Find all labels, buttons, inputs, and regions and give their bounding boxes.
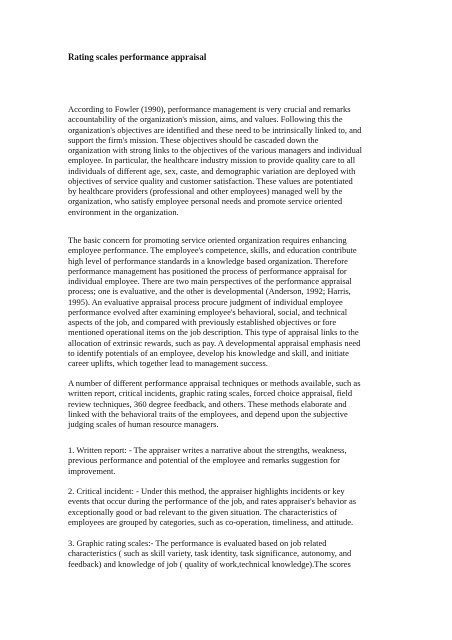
text-line: employees are grouped by categories, such as co-operation, timeliness, and attitude. xyxy=(68,516,354,527)
text-line: organization with strong links to the objectives of the various managers and individual xyxy=(68,145,362,155)
text-line: accountability of the organization's mission, aims, and values. Following this the xyxy=(68,114,343,125)
text-line: aspects of the job, and compared with previously established objectives or fore xyxy=(68,317,337,327)
text-line: A number of different performance appraisal techniques or methods available, such as xyxy=(68,378,361,388)
text-line: individual employee. There are two main perspectives of the performance appraisal xyxy=(68,276,352,286)
text-line: events that occur during the performance of the job, and rates appraiser's behavior as xyxy=(68,496,357,507)
text-line: to identify potentials of an employee, develop his knowledge and skill, and initiate xyxy=(68,347,349,358)
text-line: 1. Written report: - The appraiser writes a narrative about the strengths, weakness, xyxy=(68,445,347,455)
text-line: linked with the behavioral traits of the employees, and depend upon the subjective xyxy=(68,408,348,419)
text-line: feedback) and knowledge of job ( quality of work,technical knowledge).The scores xyxy=(68,558,351,569)
text-line: employee performance. The employee's competence, skills, and education contribute xyxy=(68,245,357,256)
text-line: objectives of service quality and customer satisfaction. These values are potentiated xyxy=(68,175,353,186)
text-line: judging scales of human resource managers. xyxy=(68,419,219,429)
text-line: mentioned operational items on the job description. This type of appraisal links to the xyxy=(68,327,359,338)
text-line: written report, critical incidents, graphic rating scales, forced choice appraisal, field xyxy=(68,388,353,399)
paragraph-written-report xyxy=(68,445,398,476)
text-line: characteristics ( such as skill variety, task identity, task significance, autonomy, and xyxy=(68,548,352,559)
text-line: 2. Critical incident: - Under this method, the appraiser highlights incidents or key xyxy=(68,486,345,496)
text-line: 1995). An evaluative appraisal process procure judgment of individual employee xyxy=(68,296,343,307)
text-line: by healthcare providers (professional and other employees) managed well by the xyxy=(68,186,343,196)
text-line: According to Fowler (1990), performance management is very crucial and remarks xyxy=(68,104,351,114)
text-line: performance management has positioned the process of performance appraisal for xyxy=(68,265,347,276)
paragraph-fowler xyxy=(68,104,398,217)
text-line: exceptionally good or bad relevant to the given situation. The characteristics of xyxy=(68,506,337,517)
text-line: previous performance and potential of the employee and remarks suggestion for xyxy=(68,455,340,466)
text-line: improvement. xyxy=(68,465,116,476)
text-line: support the firm's mission. These objectives should be cascaded down the xyxy=(68,134,319,145)
text-line: environment in the organization. xyxy=(68,206,179,217)
text-line: employee. In particular, the healthcare industry mission to provide quality care to all xyxy=(68,155,356,166)
text-line: The basic concern for promoting service oriented organization requires enhancing xyxy=(68,235,347,245)
paragraph-service-oriented xyxy=(68,235,398,368)
text-line: individuals of different age, sex, caste, and demographic variation are deployed with xyxy=(68,165,356,176)
text-line: review techniques, 360 degree feedback, and others. These methods elaborate and xyxy=(68,398,347,409)
text-line: high level of performance standards in a knowledge based organization. Therefore xyxy=(68,255,348,266)
text-line: career uplifts, which together lead to management success. xyxy=(68,358,268,368)
paragraph-appraisal-methods xyxy=(68,378,398,429)
document-title: Rating scales performance appraisal xyxy=(68,52,207,62)
paragraph-graphic-rating-scales xyxy=(68,538,398,569)
text-line: process; one is evaluative, and the other is developmental (Anderson, 1992; Harris, xyxy=(68,286,351,297)
text-line: allocation of extrinsic rewards, such as pay. A developmental appraisal emphasis need xyxy=(68,337,361,348)
paragraph-critical-incident xyxy=(68,486,398,527)
text-line: organization's objectives are identified and these need to be intrinsically linked to, and xyxy=(68,124,362,135)
text-line: organization, who satisfy employee personal needs and promote service oriented xyxy=(68,196,343,207)
text-line: performance evolved after examining employee's behavioral, social, and technical xyxy=(68,306,348,317)
text-line: 3. Graphic rating scales:- The performance is evaluated based on job related xyxy=(68,538,327,548)
